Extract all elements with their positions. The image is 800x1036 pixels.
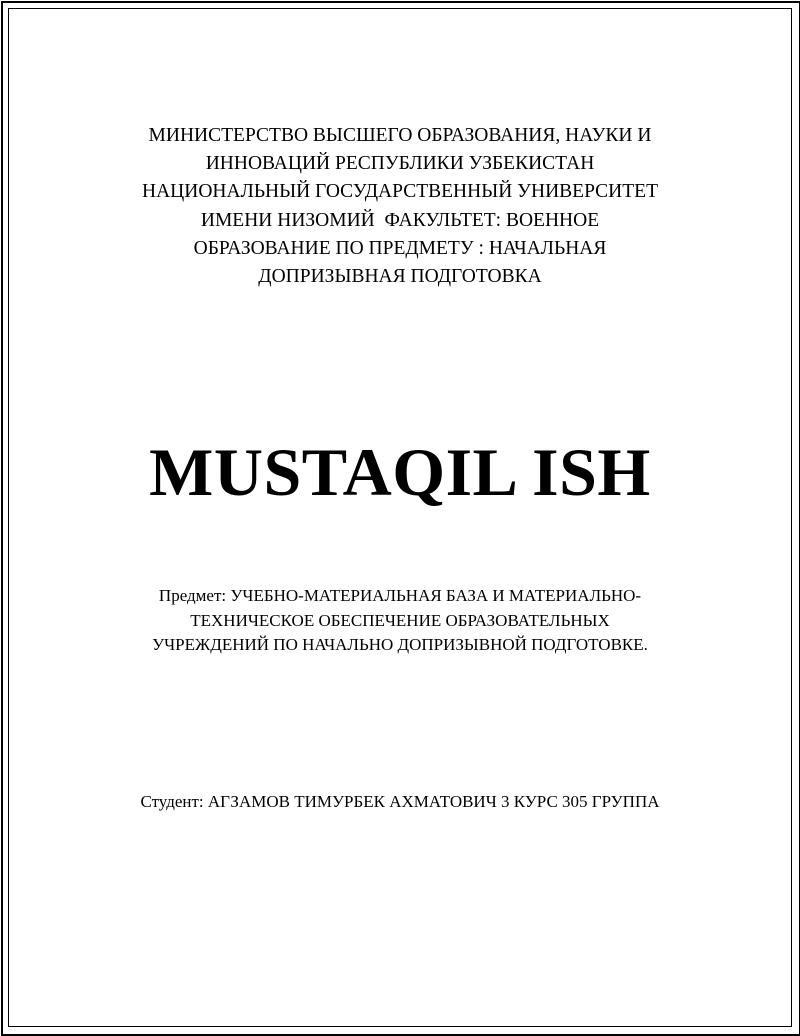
subject-line: ТЕХНИЧЕСКОЕ ОБЕСПЕЧЕНИЕ ОБРАЗОВАТЕЛЬНЫХ (190, 610, 610, 630)
subject-line: УЧРЕЖДЕНИЙ ПО НАЧАЛЬНО ДОПРИЗЫВНОЙ ПОДГОТОВКЕ. (152, 635, 648, 654)
subject-block (40, 584, 760, 658)
student-info: Студент: АГЗАМОВ ТИМУРБЕК АХМАТОВИЧ 3 КУРС 305 ГРУППА (140, 792, 660, 811)
header-line: ОБРАЗОВАНИЕ ПО ПРЕДМЕТУ : НАЧАЛЬНАЯ (193, 237, 607, 259)
header-line: ДОПРИЗЫВНАЯ ПОДГОТОВКА (258, 266, 542, 288)
header-line: ИМЕНИ НИЗОМИЙ ФАКУЛЬТЕТ: ВОЕННОЕ (200, 209, 600, 231)
header-line: НАЦИОНАЛЬНЫЙ ГОСУДАРСТВЕННЫЙ УНИВЕРСИТЕТ (142, 181, 658, 203)
subject-line: Предмет: УЧЕБНО-МАТЕРИАЛЬНАЯ БАЗА И МАТЕРИАЛЬНО- (158, 586, 642, 605)
document-title: MUSTAQIL ISH (149, 434, 651, 510)
header-line: ИННОВАЦИЙ РЕСПУБЛИКИ УЗБЕКИСТАН (205, 153, 595, 175)
institution-header (40, 122, 760, 291)
header-line: МИНИСТЕРСТВО ВЫСШЕГО ОБРАЗОВАНИЯ, НАУКИ И (148, 125, 652, 146)
